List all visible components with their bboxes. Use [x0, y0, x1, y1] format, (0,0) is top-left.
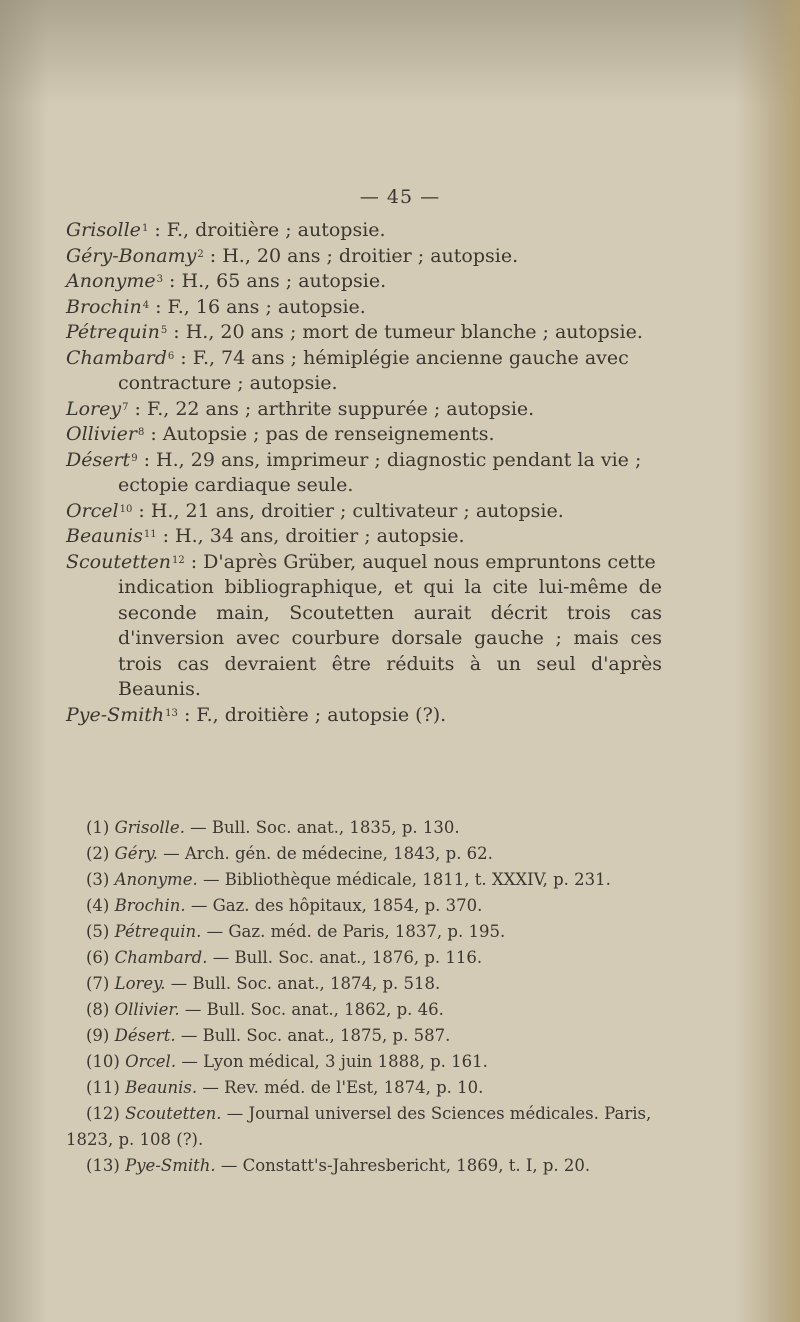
case-author: Orcel: [66, 499, 119, 522]
footnote: [66, 841, 662, 867]
footnote: [66, 1101, 662, 1153]
footnote-text: — Bull. Soc. anat., 1875, p. 587.: [175, 1026, 451, 1045]
case-text: : F., 74 ans ; hémiplégie ancienne gauche avec: [174, 346, 629, 369]
case-text: : H., 20 ans ; droitier ; autopsie.: [203, 244, 519, 267]
case-text: : H., 34 ans, droitier ; autopsie.: [156, 525, 465, 547]
case-author: Grisolle: [66, 219, 141, 241]
case-entry: [66, 346, 662, 397]
case-entry: [66, 269, 662, 295]
case-entry: [66, 448, 662, 499]
footnote-number: (9): [86, 1026, 115, 1045]
footnote: [66, 1153, 662, 1179]
case-entry: [66, 295, 662, 321]
case-author: Brochin: [66, 295, 142, 318]
footnote-ref: 12: [171, 554, 185, 566]
footnote: [66, 1075, 662, 1101]
case-text: : D'après Grüber, auquel nous empruntons cette: [184, 550, 656, 573]
footnote-ref: 11: [143, 529, 157, 540]
case-text: : F., droitière ; autopsie (?).: [177, 703, 447, 726]
footnote: [66, 867, 662, 893]
footnote-text: — Bull. Soc. anat., 1835, p. 130.: [184, 818, 460, 837]
footnote-text: — Bibliothèque médicale, 1811, t. XXXIV, p. 231.: [197, 870, 611, 889]
case-text: : H., 65 ans ; autopsie.: [163, 270, 387, 292]
case-text: : F., droitière ; autopsie.: [148, 219, 386, 241]
case-author: Pétrequin: [66, 321, 160, 343]
footnote: [66, 919, 662, 945]
footnote-number: (4): [86, 896, 115, 915]
footnote-text: — Lyon médical, 3 juin 1888, p. 161.: [176, 1052, 488, 1071]
case-text-continued: ectopie cardiaque seule.: [118, 474, 354, 496]
footnote-author: Désert.: [114, 1026, 176, 1045]
footnote-author: Orcel.: [125, 1052, 177, 1071]
case-author: Beaunis: [66, 525, 143, 547]
footnote-ref: 10: [119, 503, 133, 515]
footnote-number: (12): [86, 1104, 126, 1123]
footnote: [66, 1023, 662, 1049]
case-text-continued: contracture ; autopsie.: [118, 372, 338, 394]
footnote-number: (13): [86, 1156, 126, 1175]
footnote-text: — Arch. gén. de médecine, 1843, p. 62.: [157, 844, 493, 863]
case-author: Ollivier: [66, 423, 137, 445]
footnote-author: Géry.: [114, 844, 158, 863]
footnote-text-continued: 1823, p. 108 (?).: [66, 1130, 204, 1149]
footnote-author: Brochin.: [114, 896, 186, 915]
case-text: : F., 22 ans ; arthrite suppurée ; autopsie.: [128, 397, 535, 420]
footnote-number: (1): [86, 818, 115, 837]
footnote-author: Ollivier.: [114, 1000, 180, 1019]
case-text: : F., 16 ans ; autopsie.: [149, 295, 366, 318]
case-author: Chambard: [66, 346, 167, 369]
footnote-text: — Constatt's-Jahresbericht, 1869, t. I, p. 20.: [215, 1156, 591, 1175]
footnote-number: (5): [86, 922, 115, 941]
footnote-ref: 5: [160, 325, 168, 336]
case-author: Anonyme: [66, 270, 156, 292]
footnote-author: Pétrequin.: [114, 922, 202, 941]
footnote-ref: 4: [142, 299, 150, 311]
case-entry: [66, 703, 662, 729]
case-list: [66, 218, 662, 728]
page-number: — 45 —: [359, 186, 441, 208]
case-entry: [66, 244, 662, 270]
footnote-text: — Bull. Soc. anat., 1876, p. 116.: [207, 948, 483, 967]
footnote-ref: 7: [122, 401, 129, 413]
footnote-number: (6): [86, 948, 115, 967]
footnote-text: — Gaz. méd. de Paris, 1837, p. 195.: [201, 922, 506, 941]
footnote-ref: 9: [131, 452, 138, 464]
footnote: [66, 945, 662, 971]
case-author: Désert: [66, 448, 131, 471]
case-entry: [66, 499, 662, 525]
footnote-ref: 3: [156, 274, 164, 285]
footnote-ref: 1: [141, 223, 149, 234]
footnote-text: — Rev. méd. de l'Est, 1874, p. 10.: [197, 1078, 484, 1097]
footnote-ref: 6: [167, 350, 175, 362]
footnote-text: — Gaz. des hôpitaux, 1854, p. 370.: [185, 896, 483, 915]
case-author: Pye-Smith: [66, 703, 165, 726]
case-author: Scoutetten: [66, 550, 171, 573]
case-text: : H., 20 ans ; mort de tumeur blanche ; autopsie.: [167, 321, 643, 343]
footnote-number: (7): [86, 974, 115, 993]
case-entry: [66, 320, 662, 346]
footnote-author: Chambard.: [114, 948, 208, 967]
footnote-number: (10): [86, 1052, 126, 1071]
footnote-number: (2): [86, 844, 115, 863]
footnote-author: Beaunis.: [125, 1078, 198, 1097]
footnote-ref: 2: [197, 248, 204, 260]
case-text-continued: indication bibliographique, et qui la cite lui-même de seconde main, Scoutetten aurait décrit trois cas d'inversion avec courbure dorsale gauche ; mais ces trois cas devraient être réduits à un seul d'après Beaunis.: [118, 576, 662, 700]
footnote-author: Scoutetten.: [125, 1104, 222, 1123]
footnote-number: (3): [86, 870, 115, 889]
footnote-author: Lorey.: [114, 974, 166, 993]
case-entry: [66, 397, 662, 423]
case-text: : H., 21 ans, droitier ; cultivateur ; autopsie.: [132, 499, 564, 522]
case-entry: [66, 550, 662, 703]
footnote: [66, 997, 662, 1023]
footnote-author: Anonyme.: [114, 870, 198, 889]
case-entry: [66, 524, 662, 550]
footnote-author: Pye-Smith.: [125, 1156, 216, 1175]
footnote: [66, 971, 662, 997]
footnote: [66, 1049, 662, 1075]
footnote-text: — Bull. Soc. anat., 1874, p. 518.: [165, 974, 441, 993]
footnote-author: Grisolle.: [114, 818, 185, 837]
case-author: Lorey: [66, 397, 122, 420]
footnote-ref: 13: [165, 707, 178, 719]
case-author: Géry-Bonamy: [66, 244, 197, 267]
footnotes: [66, 815, 662, 1179]
footnote-text: — Bull. Soc. anat., 1862, p. 46.: [179, 1000, 444, 1019]
footnote-ref: 8: [137, 427, 145, 438]
case-text: : H., 29 ans, imprimeur ; diagnostic pendant la vie ;: [137, 448, 642, 471]
footnote-number: (11): [86, 1078, 126, 1097]
footnote-number: (8): [86, 1000, 115, 1019]
case-entry: [66, 422, 662, 448]
footnote-text: — Journal universel des Sciences médicales. Paris,: [221, 1104, 652, 1123]
footnote: [66, 815, 662, 841]
case-entry: [66, 218, 662, 244]
footnote: [66, 893, 662, 919]
case-text: : Autopsie ; pas de renseignements.: [144, 423, 495, 445]
